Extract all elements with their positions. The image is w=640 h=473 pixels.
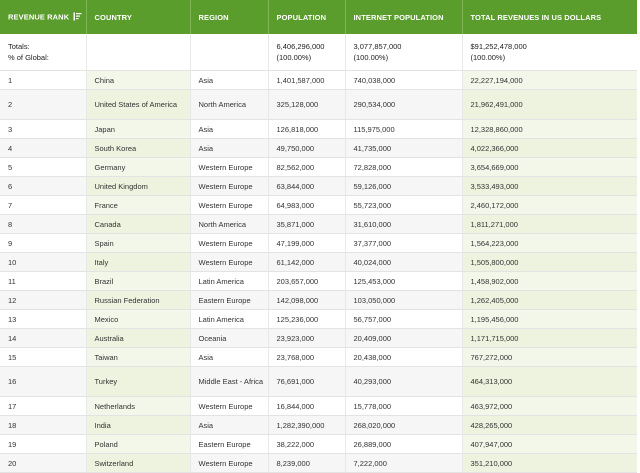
cell-internet-population: 31,610,000 — [345, 215, 462, 234]
cell-revenue: 767,272,000 — [462, 348, 637, 367]
cell-internet-population: 268,020,000 — [345, 416, 462, 435]
cell-rank: 17 — [0, 397, 86, 416]
cell-revenue: 1,171,715,000 — [462, 329, 637, 348]
totals-population-pct: (100.00%) — [276, 53, 312, 62]
totals-country-empty — [86, 34, 190, 71]
cell-country: Japan — [86, 120, 190, 139]
totals-label-line1: Totals: — [8, 42, 30, 51]
cell-revenue: 1,505,800,000 — [462, 253, 637, 272]
cell-rank: 16 — [0, 367, 86, 397]
table-row[interactable] — [0, 348, 637, 367]
column-header-rank-label: REVENUE RANK — [8, 11, 70, 21]
cell-internet-population: 40,024,000 — [345, 253, 462, 272]
cell-internet-population: 20,438,000 — [345, 348, 462, 367]
cell-country: China — [86, 71, 190, 90]
table-row[interactable] — [0, 310, 637, 329]
cell-internet-population: 26,889,000 — [345, 435, 462, 454]
cell-rank: 19 — [0, 435, 86, 454]
cell-region: Asia — [190, 348, 268, 367]
cell-population: 142,098,000 — [268, 291, 345, 310]
cell-internet-population: 59,126,000 — [345, 177, 462, 196]
cell-population: 35,871,000 — [268, 215, 345, 234]
table-row[interactable] — [0, 196, 637, 215]
table-row[interactable] — [0, 139, 637, 158]
cell-country: Canada — [86, 215, 190, 234]
cell-country: Switzerland — [86, 454, 190, 473]
cell-region: Western Europe — [190, 234, 268, 253]
cell-region: Western Europe — [190, 397, 268, 416]
cell-revenue: 1,811,271,000 — [462, 215, 637, 234]
totals-population — [268, 34, 345, 71]
cell-internet-population: 7,222,000 — [345, 454, 462, 473]
totals-revenues — [462, 34, 637, 71]
cell-revenue: 22,227,194,000 — [462, 71, 637, 90]
cell-region: Asia — [190, 71, 268, 90]
totals-label — [0, 34, 86, 71]
cell-population: 1,282,390,000 — [268, 416, 345, 435]
cell-internet-population: 41,735,000 — [345, 139, 462, 158]
cell-country: France — [86, 196, 190, 215]
cell-internet-population: 40,293,000 — [345, 367, 462, 397]
cell-population: 82,562,000 — [268, 158, 345, 177]
cell-rank: 20 — [0, 454, 86, 473]
column-header-rank[interactable] — [0, 0, 86, 34]
cell-country: United States of America — [86, 90, 190, 120]
cell-revenue: 464,313,000 — [462, 367, 637, 397]
totals-row — [0, 34, 637, 71]
cell-revenue: 4,022,366,000 — [462, 139, 637, 158]
totals-internet-pct: (100.00%) — [353, 53, 389, 62]
cell-revenue: 1,262,405,000 — [462, 291, 637, 310]
cell-population: 203,657,000 — [268, 272, 345, 291]
cell-population: 8,239,000 — [268, 454, 345, 473]
cell-rank: 14 — [0, 329, 86, 348]
totals-internet-value: 3,077,857,000 — [353, 42, 402, 51]
cell-country: Netherlands — [86, 397, 190, 416]
cell-country: Germany — [86, 158, 190, 177]
table-row[interactable] — [0, 234, 637, 253]
cell-revenue: 12,328,860,000 — [462, 120, 637, 139]
cell-country: Turkey — [86, 367, 190, 397]
cell-region: Western Europe — [190, 158, 268, 177]
table-row[interactable] — [0, 397, 637, 416]
cell-country: Brazil — [86, 272, 190, 291]
cell-rank: 1 — [0, 71, 86, 90]
cell-population: 126,818,000 — [268, 120, 345, 139]
cell-rank: 3 — [0, 120, 86, 139]
cell-rank: 10 — [0, 253, 86, 272]
table-row[interactable] — [0, 90, 637, 120]
cell-population: 47,199,000 — [268, 234, 345, 253]
cell-population: 325,128,000 — [268, 90, 345, 120]
cell-rank: 9 — [0, 234, 86, 253]
cell-region: Asia — [190, 416, 268, 435]
table-header — [0, 0, 637, 34]
cell-population: 38,222,000 — [268, 435, 345, 454]
column-header-region[interactable]: REGION — [190, 0, 268, 34]
cell-internet-population: 15,778,000 — [345, 397, 462, 416]
cell-revenue: 3,654,669,000 — [462, 158, 637, 177]
column-header-internet-population[interactable]: INTERNET POPULATION — [345, 0, 462, 34]
totals-revenues-value: $91,252,478,000 — [470, 42, 527, 51]
table-row[interactable] — [0, 329, 637, 348]
cell-population: 61,142,000 — [268, 253, 345, 272]
table-row[interactable] — [0, 158, 637, 177]
cell-revenue: 1,564,223,000 — [462, 234, 637, 253]
cell-revenue: 3,533,493,000 — [462, 177, 637, 196]
cell-internet-population: 125,453,000 — [345, 272, 462, 291]
cell-country: Russian Federation — [86, 291, 190, 310]
cell-rank: 7 — [0, 196, 86, 215]
table-row[interactable] — [0, 291, 637, 310]
cell-region: Oceania — [190, 329, 268, 348]
cell-rank: 11 — [0, 272, 86, 291]
totals-internet — [345, 34, 462, 71]
cell-country: South Korea — [86, 139, 190, 158]
cell-revenue: 1,195,456,000 — [462, 310, 637, 329]
cell-population: 23,923,000 — [268, 329, 345, 348]
cell-rank: 13 — [0, 310, 86, 329]
cell-revenue: 21,962,491,000 — [462, 90, 637, 120]
cell-revenue: 2,460,172,000 — [462, 196, 637, 215]
cell-country: Mexico — [86, 310, 190, 329]
cell-region: Western Europe — [190, 196, 268, 215]
cell-rank: 15 — [0, 348, 86, 367]
totals-revenues-pct: (100.00%) — [470, 53, 506, 62]
table-row[interactable] — [0, 367, 637, 397]
cell-internet-population: 103,050,000 — [345, 291, 462, 310]
cell-region: North America — [190, 90, 268, 120]
totals-label-line2: % of Global: — [8, 53, 49, 62]
cell-revenue: 463,972,000 — [462, 397, 637, 416]
cell-revenue: 407,947,000 — [462, 435, 637, 454]
cell-population: 76,691,000 — [268, 367, 345, 397]
cell-internet-population: 290,534,000 — [345, 90, 462, 120]
cell-rank: 8 — [0, 215, 86, 234]
cell-region: Western Europe — [190, 454, 268, 473]
cell-rank: 12 — [0, 291, 86, 310]
table-row[interactable] — [0, 120, 637, 139]
totals-population-value: 6,406,296,000 — [276, 42, 325, 51]
table-row[interactable] — [0, 71, 637, 90]
cell-internet-population: 740,038,000 — [345, 71, 462, 90]
cell-country: Australia — [86, 329, 190, 348]
cell-region: Western Europe — [190, 177, 268, 196]
cell-internet-population: 37,377,000 — [345, 234, 462, 253]
cell-country: India — [86, 416, 190, 435]
cell-country: United Kingdom — [86, 177, 190, 196]
table-row[interactable] — [0, 435, 637, 454]
cell-region: North America — [190, 215, 268, 234]
cell-region: Asia — [190, 120, 268, 139]
cell-population: 1,401,587,000 — [268, 71, 345, 90]
sort-icon[interactable] — [73, 12, 82, 23]
cell-revenue: 428,265,000 — [462, 416, 637, 435]
cell-internet-population: 20,409,000 — [345, 329, 462, 348]
cell-rank: 6 — [0, 177, 86, 196]
cell-population: 125,236,000 — [268, 310, 345, 329]
cell-country: Italy — [86, 253, 190, 272]
cell-region: Latin America — [190, 310, 268, 329]
cell-region: Asia — [190, 139, 268, 158]
cell-region: Eastern Europe — [190, 435, 268, 454]
cell-region: Middle East - Africa — [190, 367, 268, 397]
cell-revenue: 1,458,902,000 — [462, 272, 637, 291]
table-row[interactable] — [0, 454, 637, 473]
cell-rank: 5 — [0, 158, 86, 177]
cell-population: 49,750,000 — [268, 139, 345, 158]
table-row[interactable] — [0, 416, 637, 435]
cell-rank: 4 — [0, 139, 86, 158]
cell-internet-population: 56,757,000 — [345, 310, 462, 329]
cell-region: Eastern Europe — [190, 291, 268, 310]
cell-internet-population: 72,828,000 — [345, 158, 462, 177]
table-row[interactable] — [0, 177, 637, 196]
cell-rank: 2 — [0, 90, 86, 120]
cell-revenue: 351,210,000 — [462, 454, 637, 473]
table-row[interactable] — [0, 253, 637, 272]
table-body — [0, 34, 637, 473]
table-row[interactable] — [0, 215, 637, 234]
cell-country: Taiwan — [86, 348, 190, 367]
cell-region: Latin America — [190, 272, 268, 291]
cell-internet-population: 115,975,000 — [345, 120, 462, 139]
cell-internet-population: 55,723,000 — [345, 196, 462, 215]
cell-rank: 18 — [0, 416, 86, 435]
cell-country: Poland — [86, 435, 190, 454]
column-header-population[interactable]: POPULATION — [268, 0, 345, 34]
totals-region-empty — [190, 34, 268, 71]
column-header-country[interactable]: COUNTRY — [86, 0, 190, 34]
cell-population: 23,768,000 — [268, 348, 345, 367]
table-row[interactable] — [0, 272, 637, 291]
cell-population: 63,844,000 — [268, 177, 345, 196]
column-header-revenues[interactable]: TOTAL REVENUES IN US DOLLARS — [462, 0, 637, 34]
cell-country: Spain — [86, 234, 190, 253]
cell-region: Western Europe — [190, 253, 268, 272]
cell-population: 16,844,000 — [268, 397, 345, 416]
cell-population: 64,983,000 — [268, 196, 345, 215]
